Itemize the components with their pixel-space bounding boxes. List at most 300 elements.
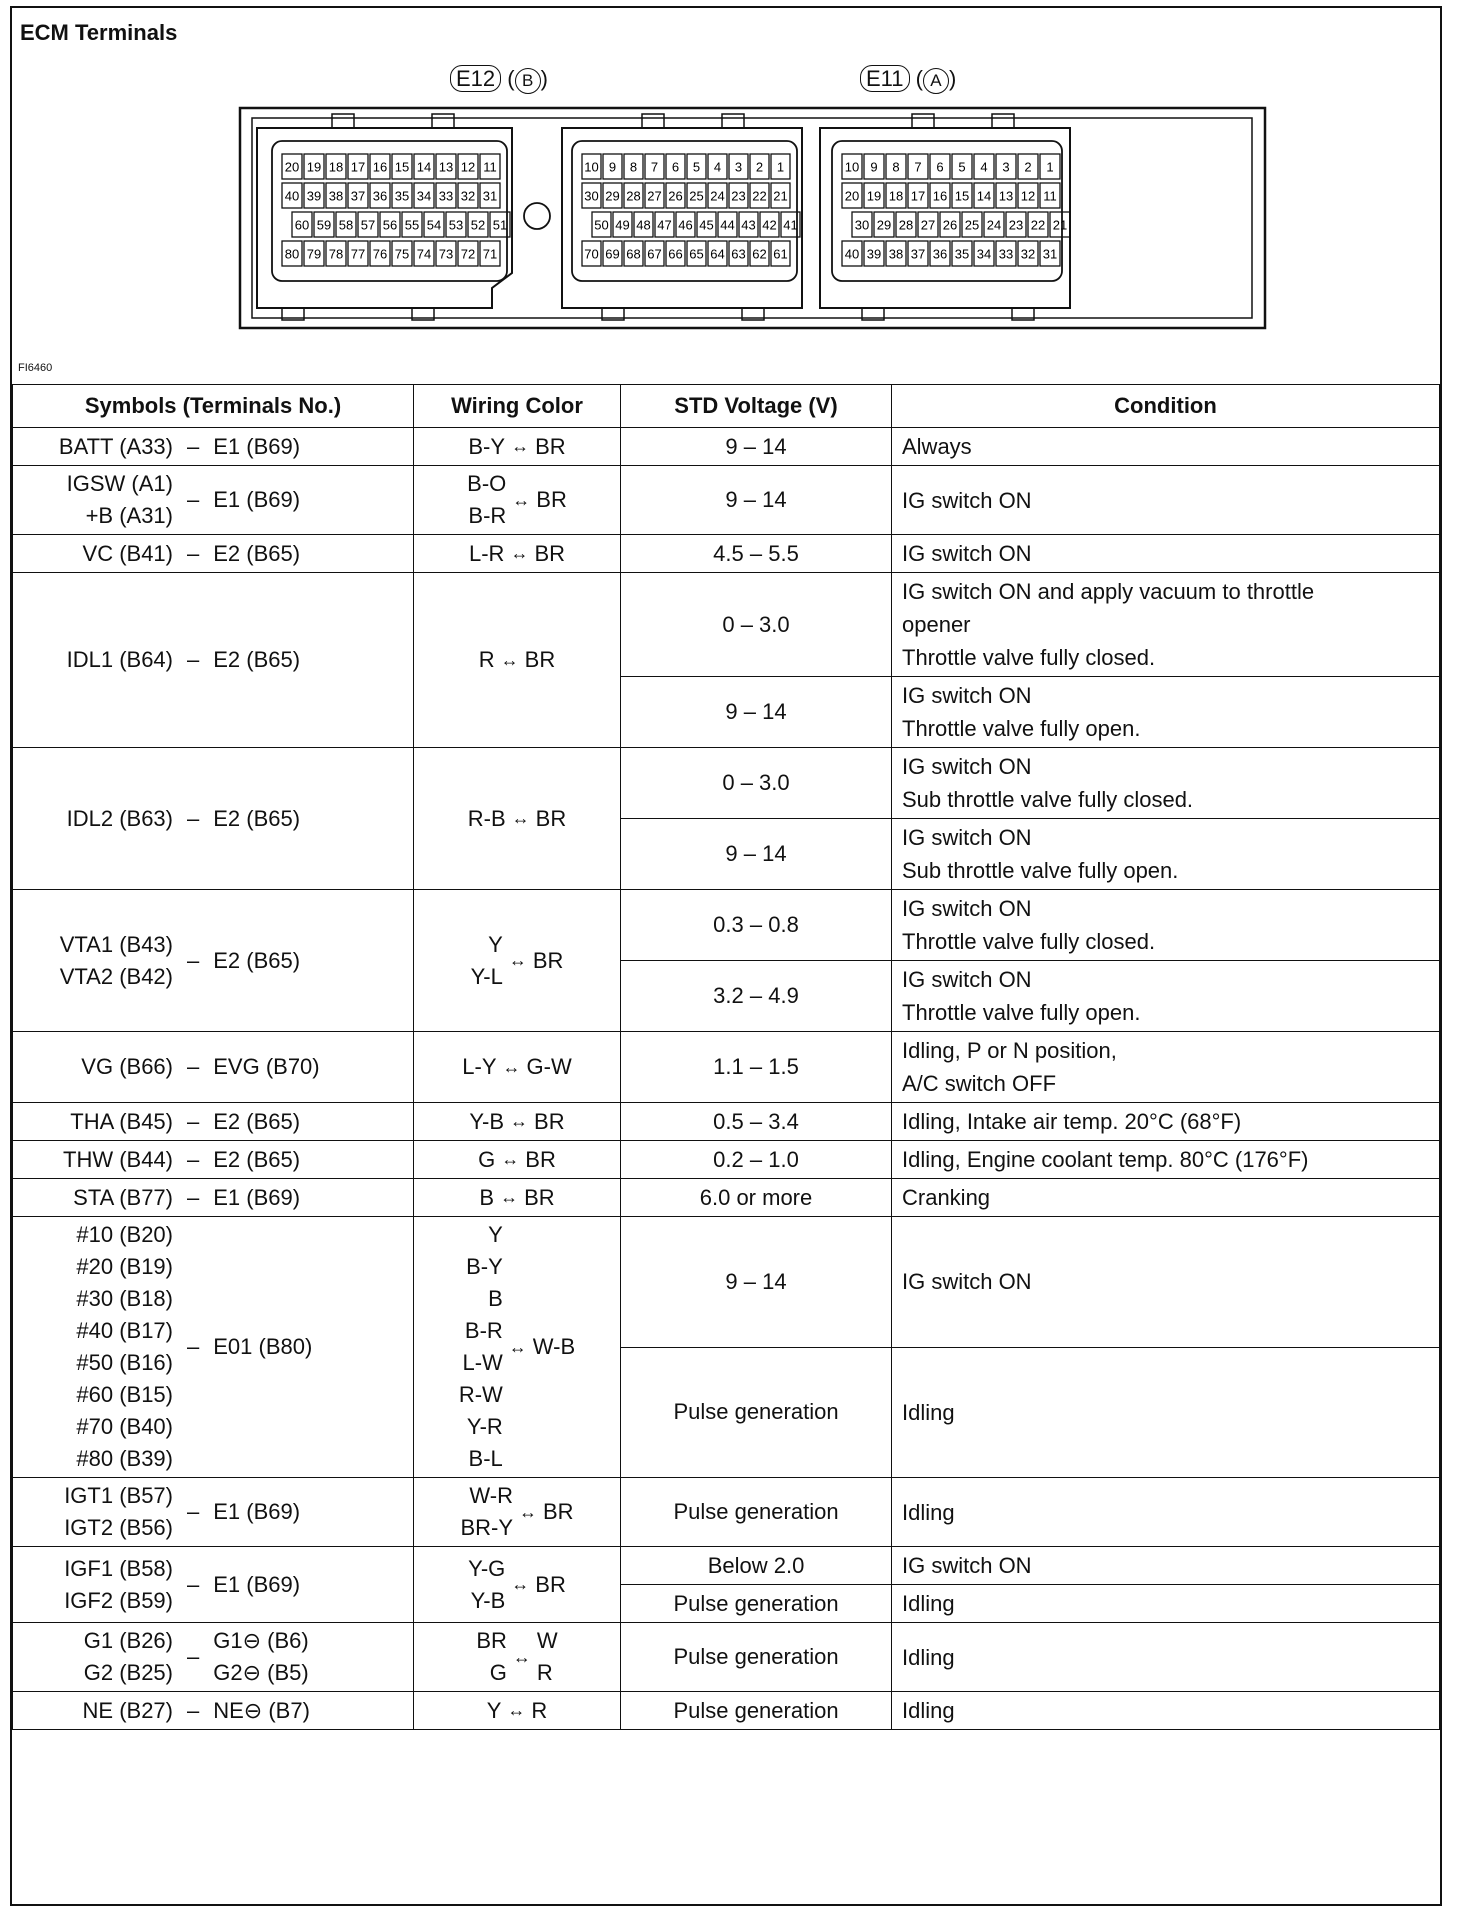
connector-pin-number: 77 [350, 246, 366, 262]
symbol-terminals: IDL1 (B64) [66, 647, 173, 672]
connector-pin-number: 78 [328, 246, 344, 262]
std-voltage-cell: 0.5 – 3.4 [621, 1103, 892, 1141]
ground-terminal: E1 (B69) [213, 433, 301, 459]
std-voltage-cell: Pulse generation [621, 1623, 892, 1692]
condition-line: IG switch ON [902, 683, 1032, 708]
wire-color-ground: BR [534, 1108, 565, 1134]
symbol-terminals: NE (B27) [82, 1697, 173, 1723]
ground-terminal: E1 (B69) [213, 1499, 301, 1524]
wire-color: Y-G Y-B [468, 1555, 506, 1613]
connector-pin-number: 10 [844, 159, 860, 175]
wire-color: L-R [468, 540, 505, 566]
connector-pin-number: 15 [394, 159, 410, 175]
connector-pin-number: 5 [692, 159, 701, 175]
wire-color: L-Y [462, 1054, 497, 1079]
symbol-terminals: BATT (A33) [58, 433, 173, 459]
ground-terminal: E2 (B65) [213, 1146, 301, 1172]
connector-pin-number: 38 [328, 188, 344, 204]
condition-cell [892, 466, 1440, 535]
connector-b-code: E12 [450, 65, 501, 92]
std-voltage-cell: 6.0 or more [621, 1179, 892, 1217]
connector-pin-number: 19 [866, 188, 882, 204]
wire-color: G [478, 1146, 496, 1172]
connector-pin-number: 22 [1030, 217, 1046, 233]
bidirectional-arrow-icon: ↔ [510, 1111, 529, 1131]
condition-cell [892, 535, 1440, 573]
connector-pin-number: 26 [942, 217, 958, 233]
std-voltage-cell: Pulse generation [621, 1585, 892, 1623]
connector-pin-number: 16 [932, 188, 948, 204]
table-body [13, 428, 1440, 1730]
wire-color-ground: BR [543, 1499, 574, 1524]
connector-pin-number: 61 [773, 246, 788, 262]
symbols-cell [13, 535, 414, 573]
std-voltage-cell: Below 2.0 [621, 1547, 892, 1585]
wire-color: B [479, 1184, 495, 1210]
condition-cell [892, 1103, 1440, 1141]
connector-pin-number: 63 [731, 246, 746, 262]
table-row [13, 1179, 1440, 1217]
symbols-cell [13, 1103, 414, 1141]
wire-color-ground: R [531, 1697, 548, 1723]
connector-pin-number: 50 [594, 217, 609, 233]
connector-pin-number: 28 [626, 188, 641, 204]
bidirectional-arrow-icon: ↔ [500, 649, 519, 670]
condition-line: Always [902, 434, 972, 459]
header-std-voltage: STD Voltage (V) [621, 385, 892, 428]
wire-color: B-Y [468, 433, 506, 459]
std-voltage-cell: 4.5 – 5.5 [621, 535, 892, 573]
ground-terminal: E1 (B69) [213, 1184, 301, 1210]
connector-pin-number: 34 [416, 188, 432, 204]
connector-pin-number: 32 [1020, 246, 1036, 262]
table-row [13, 1103, 1440, 1141]
condition-line: IG switch ON and apply vacuum to throttle [902, 579, 1315, 604]
header-condition: Condition [892, 385, 1440, 428]
table-row [13, 1478, 1440, 1547]
std-voltage-cell: 1.1 – 1.5 [621, 1032, 892, 1103]
connector-pin-number: 47 [657, 217, 672, 233]
condition-line: IG switch ON [902, 967, 1032, 992]
separator: – [187, 947, 200, 973]
connector-pin-number: 44 [720, 217, 735, 233]
table-row [13, 1692, 1440, 1730]
connector-pin-number: 8 [892, 159, 900, 175]
separator: – [187, 487, 200, 512]
condition-cell [892, 1478, 1440, 1547]
std-voltage-cell: Pulse generation [621, 1692, 892, 1730]
connector-pin-number: 26 [668, 188, 683, 204]
connector-pin-number: 68 [626, 246, 641, 262]
bidirectional-arrow-icon: ↔ [511, 436, 530, 456]
symbols-cell [13, 1692, 414, 1730]
symbol-terminals: G1 (B26) G2 (B25) [83, 1628, 173, 1685]
condition-cell [892, 1585, 1440, 1623]
ground-terminal: E1 (B69) [213, 487, 301, 512]
connector-pin-number: 21 [1052, 217, 1068, 233]
wire-color-ground: BR [536, 487, 567, 512]
std-voltage-cell: 0.2 – 1.0 [621, 1141, 892, 1179]
connector-pin-number: 16 [372, 159, 388, 175]
separator: – [187, 433, 200, 459]
separator: – [187, 1334, 200, 1359]
connector-pin-number: 5 [958, 159, 966, 175]
bidirectional-arrow-icon: ↔ [512, 489, 531, 510]
connector-pin-number: 49 [615, 217, 630, 233]
table-row [13, 748, 1440, 819]
connector-pin-number: 37 [350, 188, 366, 204]
connector-pin-number: 3 [1002, 159, 1010, 175]
std-voltage-cell: 9 – 14 [621, 677, 892, 748]
bidirectional-arrow-icon: ↔ [508, 1336, 527, 1357]
symbol-terminals: VTA1 (B43) VTA2 (B42) [59, 931, 173, 989]
connector-pin-number: 62 [752, 246, 767, 262]
symbol-terminals: #10 (B20) #20 (B19) #30 (B18) #40 (B17) #50 (B16) #60 (B15) #70 (B40) #80 (B39) [76, 1222, 173, 1471]
connector-pin-number: 79 [306, 246, 322, 262]
table-row [13, 890, 1440, 961]
separator: – [187, 1644, 200, 1669]
ground-terminal: E2 (B65) [213, 947, 301, 973]
connector-pin-number: 6 [936, 159, 944, 175]
wire-color: Y-B [469, 1108, 505, 1134]
table-row [13, 1032, 1440, 1103]
connector-pin-number: 40 [844, 246, 860, 262]
symbol-terminals: VC (B41) [82, 540, 173, 566]
symbols-cell [13, 1217, 414, 1478]
connector-pin-number: 2 [1024, 159, 1032, 175]
condition-line: Idling [902, 1399, 955, 1425]
bidirectional-arrow-icon: ↔ [502, 1056, 521, 1077]
connector-pin-number: 2 [755, 159, 764, 175]
connector-pin-number: 66 [668, 246, 683, 262]
condition-line: Idling, Engine coolant temp. 80°C (176°F) [902, 1147, 1309, 1172]
separator: – [187, 1108, 200, 1134]
condition-cell [892, 890, 1440, 961]
connector-pin-number: 36 [372, 188, 388, 204]
connector-b-letter: B [515, 68, 541, 94]
connector-pin-number: 51 [492, 217, 508, 233]
connector-pin-number: 39 [306, 188, 322, 204]
connector-pin-number: 23 [1008, 217, 1024, 233]
connector-pin-number: 32 [460, 188, 476, 204]
symbol-terminals: STA (B77) [73, 1184, 173, 1210]
symbol-terminals: VG (B66) [81, 1054, 173, 1079]
condition-cell [892, 1547, 1440, 1585]
table-row [13, 1623, 1440, 1692]
wiring-color-cell [414, 890, 621, 1032]
connector-pin-number: 28 [898, 217, 914, 233]
connector-a-label: E11 ( A ) [860, 66, 956, 94]
condition-cell [892, 1217, 1440, 1348]
connector-drawing [222, 58, 1282, 348]
condition-line: Throttle valve fully open. [902, 1000, 1141, 1025]
connector-pin-number: 54 [426, 217, 442, 233]
connector-pin-number: 18 [888, 188, 904, 204]
table-row [13, 1217, 1440, 1348]
wire-color-ground: BR [535, 1571, 566, 1597]
wire-color: Y B-Y B B-R L-W R-W Y-R B-L [458, 1222, 503, 1471]
condition-cell [892, 961, 1440, 1032]
connector-pin-number: 80 [284, 246, 300, 262]
condition-line: IG switch ON [902, 825, 1032, 850]
symbols-cell [13, 1179, 414, 1217]
wire-color: B-O B-R [467, 471, 507, 528]
symbols-cell [13, 890, 414, 1032]
connector-pin-number: 23 [731, 188, 746, 204]
connector-pin-number: 43 [741, 217, 756, 233]
connector-pin-number: 31 [482, 188, 498, 204]
wiring-color-cell [414, 1032, 621, 1103]
connector-pin-number: 70 [584, 246, 599, 262]
ground-terminal: NE⊖ (B7) [213, 1697, 310, 1723]
separator: – [187, 1499, 200, 1524]
connector-pin-number: 11 [1043, 188, 1057, 204]
bidirectional-arrow-icon: ↔ [510, 543, 529, 563]
wire-color-ground: W R [536, 1628, 558, 1685]
connector-pin-number: 35 [954, 246, 970, 262]
ground-terminal: E01 (B80) [213, 1334, 313, 1359]
wire-color-ground: BR [524, 647, 556, 672]
table-row [13, 1547, 1440, 1585]
condition-line: Throttle valve fully closed. [902, 645, 1156, 670]
wire-color: W-R BR-Y [460, 1483, 513, 1540]
connector-pin-number: 55 [404, 217, 420, 233]
symbols-cell [13, 748, 414, 890]
connector-pin-number: 60 [294, 217, 310, 233]
symbols-cell [13, 573, 414, 748]
connector-b-label: E12 ( B ) [450, 66, 548, 94]
wiring-color-cell [414, 748, 621, 890]
connector-pin-number: 52 [470, 217, 486, 233]
page-title: ECM Terminals [20, 20, 178, 45]
connector-pin-number: 33 [998, 246, 1014, 262]
wire-color-ground: W-B [532, 1334, 576, 1359]
wire-color-ground: BR [524, 1184, 555, 1210]
wire-color: R [478, 647, 495, 672]
separator: – [187, 1054, 200, 1079]
std-voltage-cell: 0.3 – 0.8 [621, 890, 892, 961]
wire-color-ground: BR [532, 947, 564, 973]
wiring-color-cell [414, 535, 621, 573]
wire-color-ground: BR [525, 1146, 556, 1172]
symbols-cell [13, 1623, 414, 1692]
condition-cell [892, 573, 1440, 677]
figure-id: FI6460 [18, 362, 53, 374]
connector-pin-number: 38 [888, 246, 904, 262]
wire-color: R-B [467, 805, 506, 831]
connector-pin-number: 1 [1046, 159, 1054, 175]
std-voltage-cell: 0 – 3.0 [621, 748, 892, 819]
connector-pin-number: 8 [629, 159, 638, 175]
symbols-cell [13, 1478, 414, 1547]
separator: – [187, 647, 200, 672]
connector-pin-number: 14 [976, 188, 992, 204]
table-header-row [13, 385, 1440, 428]
wiring-color-cell [414, 1103, 621, 1141]
connector-pin-number: 9 [870, 159, 878, 175]
connector-pin-number: 24 [710, 188, 725, 204]
symbol-terminals: IGF1 (B58) IGF2 (B59) [64, 1555, 173, 1613]
connector-pin-number: 10 [584, 159, 599, 175]
condition-cell [892, 677, 1440, 748]
connector-pin-number: 39 [866, 246, 882, 262]
wiring-color-cell [414, 1478, 621, 1547]
condition-line: IG switch ON [902, 1269, 1032, 1295]
connector-pin-number: 65 [689, 246, 704, 262]
condition-line: Idling [902, 1591, 955, 1616]
connector-pin-number: 12 [460, 159, 476, 175]
condition-line: Cranking [902, 1185, 991, 1210]
connector-pin-number: 25 [964, 217, 980, 233]
ecm-terminals-table [12, 384, 1440, 1730]
connector-pin-number: 13 [438, 159, 454, 175]
condition-cell [892, 428, 1440, 466]
condition-line: Throttle valve fully closed. [902, 929, 1156, 954]
bidirectional-arrow-icon: ↔ [507, 1700, 526, 1720]
bidirectional-arrow-icon: ↔ [511, 1574, 530, 1594]
connector-pin-number: 76 [372, 246, 388, 262]
symbol-terminals: IGSW (A1) +B (A31) [66, 471, 173, 528]
std-voltage-cell: 0 – 3.0 [621, 573, 892, 677]
connector-pin-number: 27 [647, 188, 662, 204]
connector-pin-number: 75 [394, 246, 410, 262]
connector-pin-number: 7 [914, 159, 922, 175]
separator: – [187, 540, 200, 566]
wire-color: Y Y-L [470, 931, 503, 989]
connector-pin-number: 37 [910, 246, 926, 262]
separator: – [187, 1571, 200, 1597]
connector-pin-number: 40 [284, 188, 300, 204]
connector-pin-number: 30 [854, 217, 870, 233]
wiring-color-cell [414, 1217, 621, 1478]
std-voltage-cell: 9 – 14 [621, 1217, 892, 1348]
connector-pin-number: 14 [416, 159, 432, 175]
symbols-cell [13, 428, 414, 466]
bidirectional-arrow-icon: ↔ [508, 950, 527, 970]
connector-pin-number: 17 [350, 159, 366, 175]
condition-cell [892, 1347, 1440, 1478]
wiring-color-cell [414, 1623, 621, 1692]
connector-pin-number: 1 [776, 159, 785, 175]
condition-line: opener [902, 612, 971, 637]
connector-pin-number: 71 [482, 246, 498, 262]
connector-pin-number: 4 [980, 159, 988, 175]
condition-cell [892, 1032, 1440, 1103]
connector-a-code: E11 [860, 65, 910, 92]
condition-line: Sub throttle valve fully closed. [902, 787, 1194, 812]
condition-line: IG switch ON [902, 754, 1032, 779]
ground-terminal: E2 (B65) [213, 647, 301, 672]
symbols-cell [13, 466, 414, 535]
condition-cell [892, 1141, 1440, 1179]
connector-pin-number: 13 [998, 188, 1014, 204]
wire-color-ground: BR [534, 540, 565, 566]
header-symbols: Symbols (Terminals No.) [13, 385, 414, 428]
symbols-cell [13, 1032, 414, 1103]
connector-pin-number: 31 [1042, 246, 1058, 262]
connector-pin-number: 17 [910, 188, 926, 204]
wiring-color-cell [414, 1692, 621, 1730]
connector-a-letter: A [923, 68, 949, 94]
table-row [13, 466, 1440, 535]
ground-terminal: E2 (B65) [213, 805, 301, 831]
symbols-cell [13, 1547, 414, 1623]
condition-line: IG switch ON [902, 1553, 1032, 1578]
condition-cell [892, 748, 1440, 819]
connector-pin-number: 20 [284, 159, 300, 175]
connector-pin-number: 35 [394, 188, 410, 204]
bidirectional-arrow-icon: ↔ [512, 1646, 531, 1667]
connector-pin-number: 30 [584, 188, 599, 204]
ground-terminal: EVG (B70) [213, 1054, 320, 1079]
condition-line: Sub throttle valve fully open. [902, 858, 1179, 883]
symbol-terminals: THW (B44) [63, 1146, 173, 1172]
separator: – [187, 805, 200, 831]
wire-color: Y [486, 1697, 502, 1723]
ground-terminal: E2 (B65) [213, 540, 301, 566]
wiring-color-cell [414, 1179, 621, 1217]
connector-pin-number: 29 [876, 217, 892, 233]
connector-pin-number: 18 [328, 159, 344, 175]
connector-pin-number: 45 [699, 217, 714, 233]
separator: – [187, 1184, 200, 1210]
condition-line: Idling [902, 1644, 955, 1670]
condition-line: Throttle valve fully open. [902, 716, 1141, 741]
separator: – [187, 1697, 200, 1723]
wire-color: BR G [476, 1628, 507, 1685]
std-voltage-cell: Pulse generation [621, 1347, 892, 1478]
connector-pin-number: 48 [636, 217, 651, 233]
condition-cell [892, 1179, 1440, 1217]
table-row [13, 535, 1440, 573]
connector-pin-number: 59 [316, 217, 332, 233]
connector-pin-number: 25 [689, 188, 704, 204]
ecm-connector-diagram [222, 58, 1282, 348]
connector-pin-number: 34 [976, 246, 992, 262]
connector-pin-number: 6 [671, 159, 680, 175]
connector-pin-number: 24 [986, 217, 1002, 233]
connector-pin-number: 22 [752, 188, 767, 204]
symbol-terminals: IGT1 (B57) IGT2 (B56) [64, 1483, 173, 1540]
connector-pin-number: 74 [416, 246, 432, 262]
connector-pin-number: 67 [647, 246, 662, 262]
symbol-terminals: IDL2 (B63) [66, 805, 173, 831]
table-row [13, 1141, 1440, 1179]
condition-line: IG switch ON [902, 541, 1032, 566]
wiring-color-cell [414, 466, 621, 535]
connector-pin-number: 11 [483, 159, 497, 175]
connector-pin-number: 19 [306, 159, 322, 175]
connector-pin-number: 9 [608, 159, 617, 175]
header-wiring-color: Wiring Color [414, 385, 621, 428]
wiring-color-cell [414, 573, 621, 748]
condition-line: Idling, P or N position, [902, 1038, 1117, 1063]
condition-line: IG switch ON [902, 896, 1032, 921]
connector-pin-number: 42 [762, 217, 777, 233]
connector-pin-number: 72 [460, 246, 476, 262]
std-voltage-cell: Pulse generation [621, 1478, 892, 1547]
connector-pin-number: 69 [605, 246, 620, 262]
condition-line: Idling [902, 1698, 955, 1723]
condition-line: A/C switch OFF [902, 1071, 1057, 1096]
connector-pin-number: 33 [438, 188, 454, 204]
ecm-terminals-page [10, 6, 1442, 1906]
connector-pin-number: 46 [678, 217, 693, 233]
connector-pin-number: 3 [734, 159, 743, 175]
wire-color-ground: G-W [526, 1054, 572, 1079]
bidirectional-arrow-icon: ↔ [511, 808, 530, 828]
connector-pin-number: 12 [1020, 188, 1036, 204]
